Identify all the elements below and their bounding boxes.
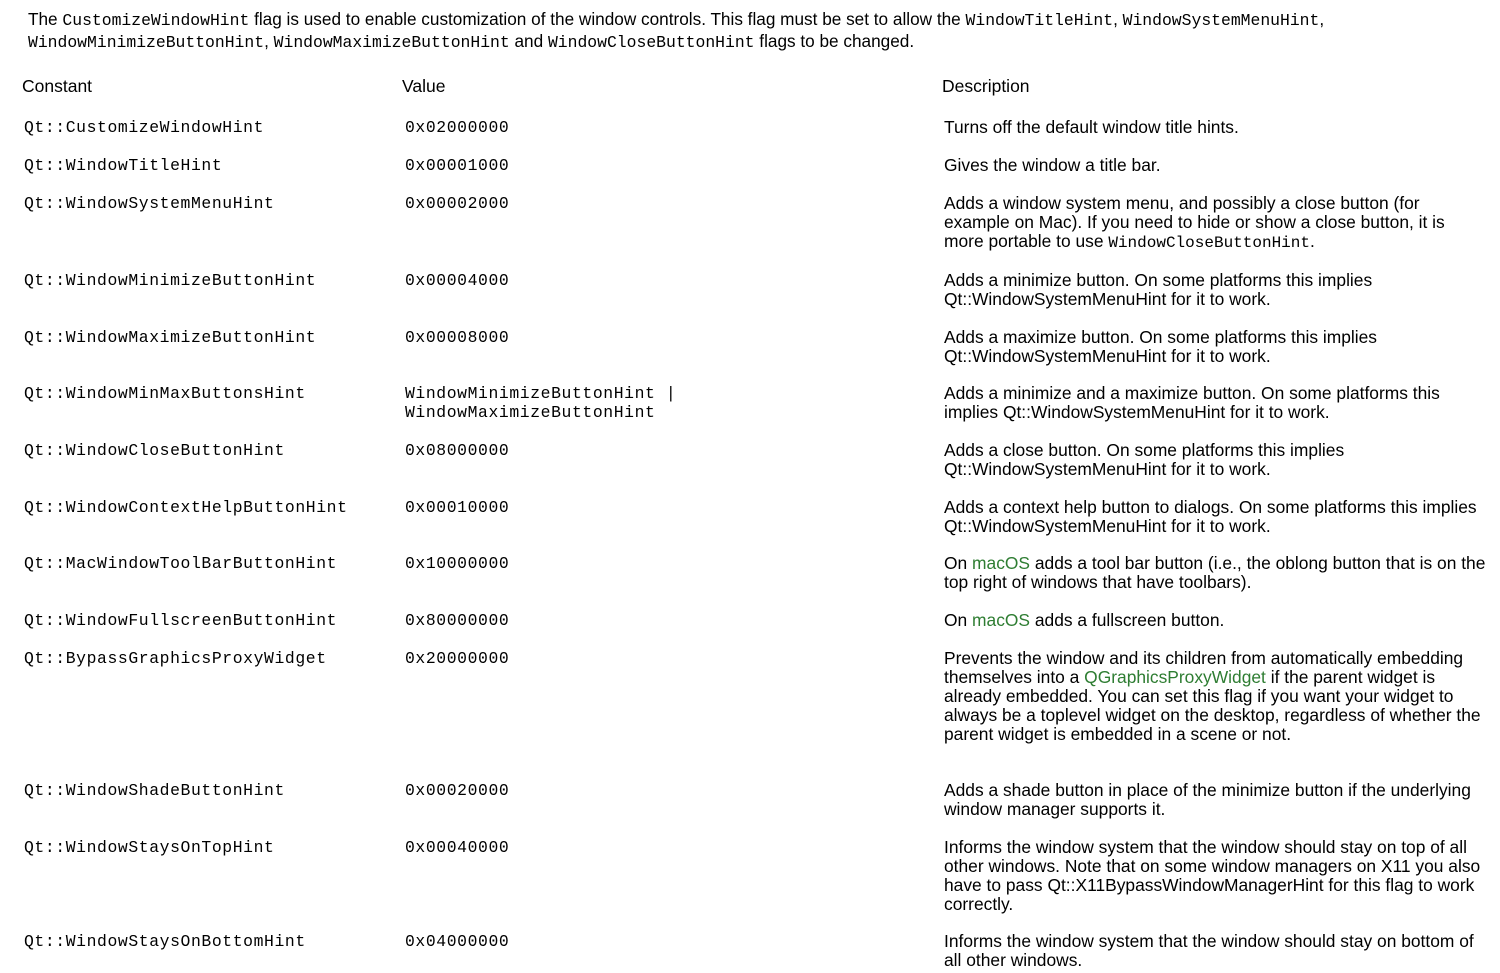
value-cell [405, 384, 676, 422]
value-cell: 0x08000000 [405, 441, 510, 460]
macos-link[interactable]: macOS [972, 553, 1031, 573]
constant-cell: Qt::MacWindowToolBarButtonHint [24, 554, 338, 573]
description-cell: Turns off the default window title hints. [944, 117, 1239, 137]
intro-code: WindowMaximizeButtonHint [273, 33, 510, 52]
value-cell: 0x80000000 [405, 611, 510, 630]
header-description: Description [942, 76, 1030, 96]
value-cell: 0x00001000 [405, 156, 510, 175]
constant-cell: Qt::WindowSystemMenuHint [24, 194, 275, 213]
intro-text: flag is used to enable customization of the window controls. This flag must be set to allow the [249, 9, 966, 29]
value-line: WindowMinimizeButtonHint | [405, 384, 677, 403]
constant-cell: Qt::CustomizeWindowHint [24, 118, 265, 137]
constant-cell: Qt::WindowMaximizeButtonHint [24, 328, 317, 347]
header-value: Value [402, 76, 446, 96]
macos-link[interactable]: macOS [972, 610, 1031, 630]
description-cell [944, 554, 1489, 592]
description-text: adds a tool bar button (i.e., the oblong button that is on the top right of windows that have toolbars). [944, 553, 1486, 592]
value-cell: 0x20000000 [405, 649, 510, 668]
description-cell: Adds a context help button to dialogs. On some platforms this implies Qt::WindowSystemMenuHint for it to work. [944, 497, 1477, 536]
intro-code: WindowMinimizeButtonHint [28, 33, 265, 52]
intro-code: WindowSystemMenuHint [1122, 11, 1320, 30]
description-cell [944, 649, 1489, 744]
description-cell: Adds a shade button in place of the minimize button if the underlying window manager supports it. [944, 780, 1471, 819]
description-cell: Adds a minimize and a maximize button. On some platforms this implies Qt::WindowSystemMenuHint for it to work. [944, 383, 1440, 422]
description-text: . [1309, 231, 1315, 251]
intro-code: WindowTitleHint [965, 11, 1114, 30]
constant-cell: Qt::BypassGraphicsProxyWidget [24, 649, 327, 668]
intro-text: , [264, 31, 274, 51]
description-cell: Adds a minimize button. On some platforms this implies Qt::WindowSystemMenuHint for it to work. [944, 270, 1373, 309]
description-text: adds a fullscreen button. [1030, 610, 1225, 630]
value-cell: 0x00040000 [405, 838, 510, 857]
constant-cell: Qt::WindowCloseButtonHint [24, 441, 285, 460]
constant-cell: Qt::WindowStaysOnTopHint [24, 838, 275, 857]
description-code: WindowCloseButtonHint [1108, 234, 1310, 252]
header-constant: Constant [22, 76, 93, 96]
constant-cell: Qt::WindowShadeButtonHint [24, 781, 285, 800]
intro-text: , [1113, 9, 1123, 29]
value-cell: 0x00004000 [405, 271, 510, 290]
description-text: On [944, 553, 973, 573]
constant-cell: Qt::WindowStaysOnBottomHint [24, 932, 306, 951]
value-cell: 0x00002000 [405, 194, 510, 213]
description-cell [944, 611, 1489, 630]
description-text: if the parent widget is already embedded. You can set this flag if you want your widget to always be a toplevel widget on the desktop, regardless of whether the parent widget is embedded in a scene or not. [944, 667, 1481, 744]
description-cell: Adds a close button. On some platforms this implies Qt::WindowSystemMenuHint for it to work. [944, 440, 1345, 479]
value-cell: 0x00010000 [405, 498, 510, 517]
description-cell [944, 194, 1489, 253]
constant-cell: Qt::WindowFullscreenButtonHint [24, 611, 338, 630]
intro-text: and [509, 31, 548, 51]
constant-cell: Qt::WindowTitleHint [24, 156, 223, 175]
qgraphicsproxywidget-link[interactable]: QGraphicsProxyWidget [1084, 667, 1266, 687]
intro-paragraph [28, 9, 1488, 53]
intro-code: WindowCloseButtonHint [547, 33, 755, 52]
constant-cell: Qt::WindowContextHelpButtonHint [24, 498, 348, 517]
constant-cell: Qt::WindowMinMaxButtonsHint [24, 384, 306, 403]
value-cell: 0x00008000 [405, 328, 510, 347]
description-text: Prevents the window and its children from automatically embedding themselves into a [944, 648, 1464, 687]
intro-code: CustomizeWindowHint [62, 11, 250, 30]
description-text: On [944, 610, 973, 630]
value-cell: 0x00020000 [405, 781, 510, 800]
value-line: WindowMaximizeButtonHint [405, 403, 656, 422]
value-cell: 0x02000000 [405, 118, 510, 137]
constant-cell: Qt::WindowMinimizeButtonHint [24, 271, 317, 290]
description-text: Adds a window system menu, and possibly a close button (for example on Mac). If you need to hide or show a close button, it is more portable to use [944, 193, 1445, 251]
value-cell: 0x04000000 [405, 932, 510, 951]
description-cell: Gives the window a title bar. [944, 155, 1161, 175]
intro-text: The [28, 9, 63, 29]
intro-text: flags to be changed. [754, 31, 915, 51]
description-cell: Adds a maximize button. On some platforms this implies Qt::WindowSystemMenuHint for it to work. [944, 327, 1377, 366]
description-cell: Informs the window system that the window should stay on bottom of all other windows. [944, 931, 1474, 970]
description-cell: Informs the window system that the window should stay on top of all other windows. Note that on some window managers on X11 you also have to pass Qt::X11BypassWindowManagerHint for this flag to work correctly. [944, 837, 1481, 914]
intro-text: , [1319, 9, 1325, 29]
value-cell: 0x10000000 [405, 554, 510, 573]
